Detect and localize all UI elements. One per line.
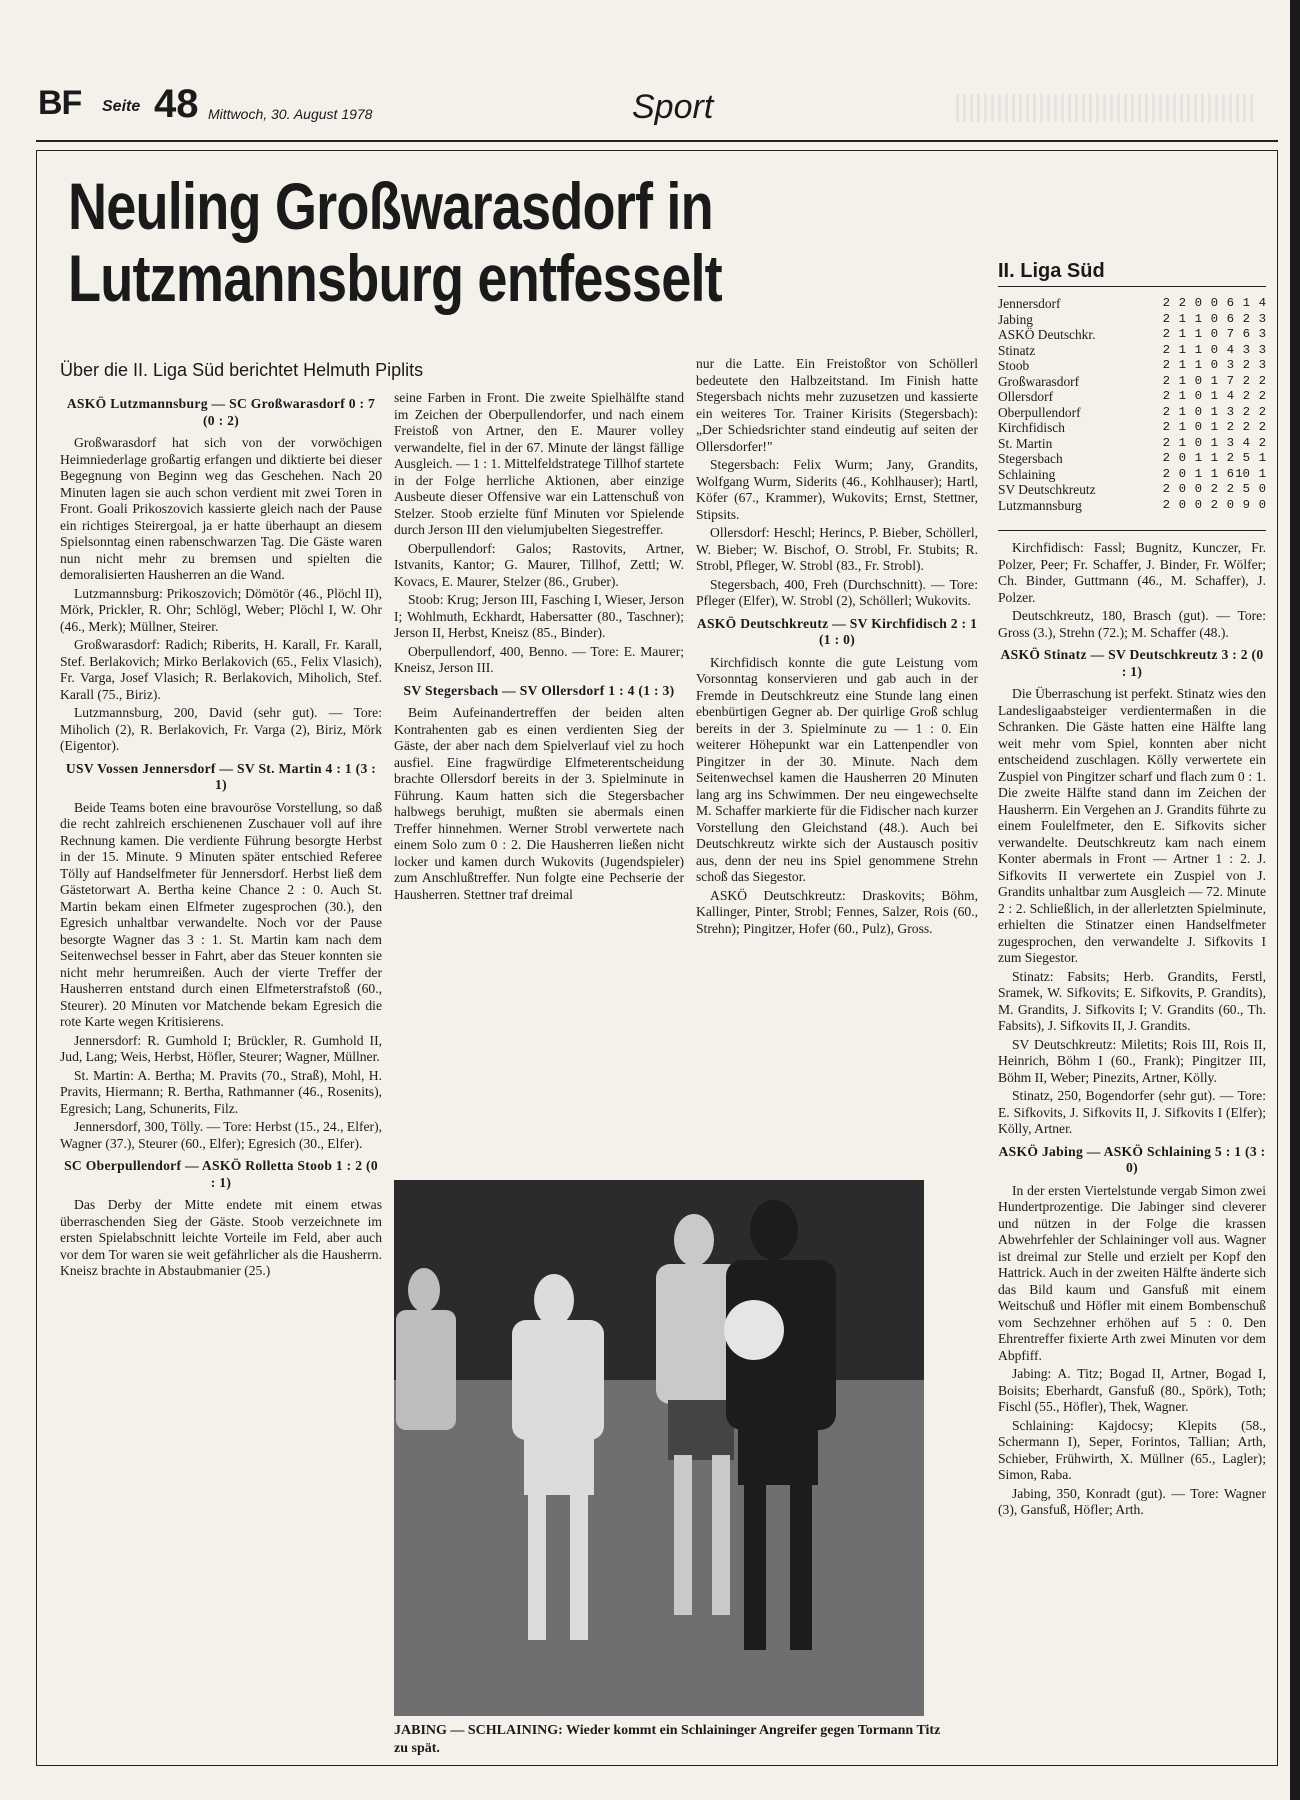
lineup: Stegersbach: Felix Wurm; Jany, Grandits, Wolfgang Wurm, Siderits (46., Kohlhauser); Hartl, Köfer (67., Krammer), Wukovits; Ernst, Stettner, Stipsits. xyxy=(696,457,978,522)
lineup: Oberpullendorf: Galos; Rastovits, Artner, Istvanits, Kantor; G. Maurer, Tillhof, Zettl; W. Kovacs, E. Maurer, Stelzer (86., Gruber). xyxy=(394,540,684,589)
stat-cell: 0 xyxy=(1210,327,1218,341)
column-1 xyxy=(60,390,382,1282)
stat-cell: 2 xyxy=(1162,466,1170,481)
stat-cell: 2 xyxy=(1226,451,1234,465)
stat-cell: 1 xyxy=(1178,342,1186,357)
stat-cell: 6 xyxy=(1226,311,1234,326)
stat-cell: 2 xyxy=(1178,296,1186,310)
masthead-rule xyxy=(36,140,1278,142)
table-title: II. Liga Süd xyxy=(998,260,1105,282)
match-heading: SV Stegersbach — SV Ollersdorf 1 : 4 (1 : 3) xyxy=(403,682,675,698)
lineup: Stinatz: Fabsits; Herb. Grandits, Ferstl, Sramek, W. Sifkovits; E. Sifkovits, P. Grandits), M. Grandits, J. Sifkovits I; V. Grandits (60., Th. Fabsits), J. Sifkovits II, J. Grandits. xyxy=(998,968,1266,1033)
match-facts: Jennersdorf, 300, Tölly. — Tore: Herbst (15., 24., Elfer), Wagner (37.), Steurer (60., Elfer); Egresich (30., Elfer). xyxy=(60,1119,382,1151)
stat-cell: 1 xyxy=(1178,373,1186,388)
stat-cell: 1 xyxy=(1210,466,1218,481)
column-3 xyxy=(696,356,978,939)
stat-cell: 1 xyxy=(1210,404,1218,419)
photo-illustration xyxy=(394,1180,924,1716)
lineup: SV Deutschkreutz: Miletits; Rois III, Rois II, Heinrich, Böhm I (60., Frank); Pingitzer III, Böhm II, Weber; Pinezits, Artner, Kölly. xyxy=(998,1036,1266,1085)
lineup: Jabing: A. Titz; Bogad II, Artner, Bogad I, Boisits; Eberhardt, Gansfuß (80., Spörk), Toth; Fischl (55., Höfler), Thek, Wagner. xyxy=(998,1366,1266,1414)
stat-cell: 3 xyxy=(1258,358,1266,372)
stat-cell: 2 xyxy=(1162,327,1170,341)
table-row xyxy=(998,312,1266,328)
stat-cell: 1 xyxy=(1178,420,1186,434)
stat-cell: 0 xyxy=(1194,497,1202,512)
stat-cell: 2 xyxy=(1162,311,1170,326)
paragraph: Kirchfidisch konnte die gute Leistung vom Vorsonntag konservieren und gab auch in der Fremde in Deutschkreutz eine Stunde lang einen ebenbürtigen Gegner ab. Der quirlige Groß schlug bereits in der 3. Spielminute zu — 1 : 0. Ein weiterer Höhepunkt war ein Lattenpendler von Pingitzer in der 30. Minute. Nach dem Seitenwechsel kamen die Hausherren 20 Minuten lang arg ins Schwimmen. Der neu eingewechselte M. Schaffer markierte für die Fidischer nach kurzer Vorstellung den Gleichstand (48.). Auch bei Deutschkreutz wirkte sich der Austausch positiv aus, denn der neu ins Spiel genommene Strehn schoß das Siegestor. xyxy=(696,654,978,884)
paragraph: Die Überraschung ist perfekt. Stinatz wies den Landesligaabsteiger verdientermaßen in die Schranken. Die Gäste hatten eine Hälfte lang weit mehr vom Spiel, konnten aber nicht entscheidend zuschlagen. Kölly verwertete ein Zuspiel von Pingitzer scharf und flach zum 0 : 1. Die zweite Hälfte stand dann im Zeichen der Hausherrn. Ein Vergehen an J. Grandits führte zu einem Foulelfmeter, den E. Sifkovits sicher verwandelte. Deutschkreutz kam nach einem Konter abermals in Front — Artner 1 : 2. J. Sifkovits II verwertete ein Zuspiel von J. Grandits unhaltbar zum Ausgleich — 72. Minute 2 : 2. Schließlich, in der allerletzten Spielminute, erhielten die Stinatzer einen Handselfmeter zugesprochen, den verwandelte J. Sifkovits I zum Siegestor. xyxy=(998,686,1266,965)
stat-cell: 1 xyxy=(1194,466,1202,481)
match-heading: ASKÖ Stinatz — SV Deutschkreutz 3 : 2 (0 : 1) xyxy=(1000,647,1264,679)
stat-cell: 1 xyxy=(1194,342,1202,357)
lineup: St. Martin: A. Bertha; M. Pravits (70., Straß), Mohl, H. Pravits, Hiermann; R. Bertha, Rathmanner (46., Rosenits), Egresich; Lang, Schunerits, Filz. xyxy=(60,1067,382,1116)
stat-cell: 2 xyxy=(1258,435,1266,450)
stat-cell: 0 xyxy=(1178,466,1186,481)
stat-cell: 1 xyxy=(1178,311,1186,326)
team-name: Schlaining xyxy=(998,466,1056,482)
masthead-logo: BF xyxy=(38,84,82,122)
table-row xyxy=(998,482,1266,498)
masthead-seite: Seite xyxy=(102,98,141,115)
stat-cell: 0 xyxy=(1178,482,1186,496)
stat-cell: 2 xyxy=(1242,373,1250,388)
stat-cell: 7 xyxy=(1226,327,1234,341)
stat-cell: 5 xyxy=(1242,451,1250,465)
lineup: Ollersdorf: Heschl; Herincs, P. Bieber, Schöllerl, W. Bieber; W. Bischof, O. Strobl, Fr. Stubits; R. Strobl, Pfleger, W. Strobl (83., Fr. Strobl). xyxy=(696,525,978,573)
stat-cell: 1 xyxy=(1194,327,1202,341)
stat-cell: 2 xyxy=(1162,296,1170,310)
match-facts: Stegersbach, 400, Freh (Durchschnitt). — Tore: Pfleger (Elfer), W. Strobl (2), Schöllerl; Wukovits. xyxy=(696,576,978,608)
team-name: Jabing xyxy=(998,311,1033,327)
stat-cell: 6 xyxy=(1226,296,1234,310)
stat-cell: 2 xyxy=(1162,404,1170,419)
stat-cell: 2 xyxy=(1210,482,1218,496)
stat-cell: 2 xyxy=(1258,373,1266,388)
lineup: Kirchfidisch: Fassl; Bugnitz, Kunczer, Fr. Polzer, Peer; Fr. Schaffer, J. Binder, Fr. Wölfer; Ch. Binder, Guttmann (46., M. Schaffer), J. Polzer. xyxy=(998,540,1266,605)
table-row xyxy=(998,296,1266,312)
match-facts: Oberpullendorf, 400, Benno. — Tore: E. Maurer; Kneisz, Jerson III. xyxy=(394,643,684,675)
stat-cell: 2 xyxy=(1242,404,1250,419)
stat-cell: 6 xyxy=(1242,327,1250,341)
paragraph: Beim Aufeinandertreffen der beiden alten Kontrahenten gab es einen verdienten Sieg der Gäste, der aber nach dem Spielverlauf viel zu hoch ausfiel. Eine fragwürdige Elfmeterentscheidung brachte Ollersdorf bereits in der 3. Spielminute in Führung. Kaum hatten sich die Stegersbacher halbwegs beruhigt, mußten sie abermals einen Treffer hinnehmen. Werner Strobl verwertete nach einem Solo zum 0 : 2. Die Hausherren ließen nicht locker und kamen durch Wukovits (Jugendspieler) zum Anschlußtreffer. Nun folgte eine Pechserie der Hausherren. Stettner traf dreimal xyxy=(394,705,684,902)
column-4 xyxy=(998,540,1266,1521)
stat-cell: 2 xyxy=(1162,482,1170,496)
stat-cell: 3 xyxy=(1258,311,1266,326)
team-name: Lutzmannsburg xyxy=(998,497,1082,513)
stat-cell: 2 xyxy=(1162,497,1170,512)
stat-cell: 1 xyxy=(1178,389,1186,403)
stat-cell: 2 xyxy=(1162,435,1170,450)
stat-cell: 2 xyxy=(1162,389,1170,403)
lineup: Großwarasdorf: Radich; Riberits, H. Karall, Fr. Karall, Stef. Berlakovich; Mirko Berlakovich (65., Felix Vlasich), Fr. Varga, Josef Vlasich; R. Berlakovich, Miholich, Stef. Karall (75., Biriz). xyxy=(60,637,382,702)
lineup: Stoob: Krug; Jerson III, Fasching I, Wieser, Jerson I; Wohlmuth, Eckhardt, Habersatter (80., Taschner); Jerson II, Herbst, Kneisz (85., Binder). xyxy=(394,592,684,640)
stat-cell: 2 xyxy=(1242,389,1250,403)
team-name: Ollersdorf xyxy=(998,389,1054,404)
stat-cell: 2 xyxy=(1162,358,1170,372)
stat-cell: 6 xyxy=(1226,466,1234,481)
stat-cell: 0 xyxy=(1226,497,1234,512)
stat-cell: 1 xyxy=(1258,466,1266,481)
lineup: Schlaining: Kajdocsy; Klepits (58., Schermann I), Seper, Forintos, Tallian; Arth, Schieber, Frühwirth, X. Müllner (65., Lagler); Simon, Raba. xyxy=(998,1417,1266,1482)
lineup: Lutzmannsburg: Prikoszovich; Dömötör (46., Plöchl II), Mörk, Prickler, R. Ohr; Schlögl, Weber; Plöchl I, W. Ohr (46., Merk); Müllner, Steirer. xyxy=(60,585,382,634)
table-row xyxy=(998,389,1266,405)
stat-cell: 1 xyxy=(1210,389,1218,403)
stat-cell: 2 xyxy=(1242,311,1250,326)
stat-cell: 1 xyxy=(1258,451,1266,465)
stat-cell: 7 xyxy=(1226,373,1234,388)
stat-cell: 0 xyxy=(1210,296,1218,310)
stat-cell: 0 xyxy=(1210,358,1218,372)
table-row xyxy=(998,498,1266,514)
stat-cell: 1 xyxy=(1242,296,1250,310)
match-heading: ASKÖ Deutschkreutz — SV Kirchfidisch 2 : 1 (1 : 0) xyxy=(696,615,978,647)
match-facts: Stinatz, 250, Bogendorfer (sehr gut). — Tore: E. Sifkovits, J. Sifkovits II, J. Sifkovits I (Elfer); Kölly, Artner. xyxy=(998,1088,1266,1136)
stat-cell: 1 xyxy=(1178,327,1186,341)
stat-cell: 3 xyxy=(1242,342,1250,357)
team-name: Stoob xyxy=(998,358,1030,373)
team-name: St. Martin xyxy=(998,435,1053,451)
stat-cell: 1 xyxy=(1178,435,1186,450)
league-table xyxy=(998,296,1266,513)
stat-cell: 2 xyxy=(1258,420,1266,434)
stat-cell: 3 xyxy=(1226,404,1234,419)
stat-cell: 0 xyxy=(1194,373,1202,388)
team-name: ASKÖ Deutschkr. xyxy=(998,327,1096,342)
stat-cell: 1 xyxy=(1178,404,1186,419)
stat-cell: 1 xyxy=(1194,358,1202,372)
paragraph: seine Farben in Front. Die zweite Spielhälfte stand im Zeichen der Oberpullendorfer, und nach einem Freistoß von Artner, den E. Maurer volley verwandelte, fiel in der 67. Minute der längst fällige Ausgleich. — 1 : 1. Mittelfeldstratege Tillhof startete in der Folge herrliche Aktionen, aber einzige Ausbeute dieser Offensive war ein Lattenschuß von Stelzer. Stoob erzielte fünf Minuten vor Spielende durch Jerson III den vielumjubelten Siegestreffer. xyxy=(394,390,684,537)
team-name: SV Deutschkreutz xyxy=(998,482,1096,497)
stat-cell: 2 xyxy=(1242,420,1250,434)
stat-cell: 2 xyxy=(1162,420,1170,434)
stat-cell: 1 xyxy=(1210,373,1218,388)
page-number: 48 xyxy=(154,82,199,126)
stat-cell: 0 xyxy=(1194,435,1202,450)
stat-cell: 0 xyxy=(1194,389,1202,403)
table-row xyxy=(998,374,1266,390)
stat-cell: 0 xyxy=(1194,420,1202,434)
stat-cell: 2 xyxy=(1242,358,1250,372)
team-name: Stinatz xyxy=(998,342,1036,358)
paragraph: Großwarasdorf hat sich von der vorwöchigen Heimniederlage großartig erfangen und diktierte bei dieser Begegnung von Beginn weg das Geschehen. Nach 20 Minuten lagen sie auch schon verdient mit zwei Toren in Front. Goali Prikoszovich kassierte gleich nach der Pause ein richtiges Steirergoal, ja er hatte überhaupt an diesem Spielsonntag einen rabenschwarzen Tag. Die Gäste waren nun nicht mehr zu bremsen und spielten die demoralisierten Hausherren an die Wand. xyxy=(60,435,382,582)
page-binding-edge xyxy=(1290,0,1300,1800)
paragraph: Beide Teams boten eine bravouröse Vorstellung, so daß die recht zahlreich erschienenen Zuschauer voll auf ihre Rechnung kamen. Die verdiente Führung besorgte Herbst in der 15. Minute. 9 Minuten später entschied Referee Tölly auf Handselfmeter für Jennersdorf. Herbst ließ dem Gästetorwart A. Bertha keine Chance 2 : 0. Auch St. Martin bekam einen Elfmeter zugesprochen (30.), den Egresich unhaltbar verwandelte. Noch vor der Pause besorgte Wagner das 3 : 1. St. Martin kam nach dem Seitenwechsel besser in Fahrt, aber das Steuer konnten sie nicht mehr herumreißen. Auch der vierte Treffer der Hausherren entstand durch einen Elfmeterstrafstoß (60., Steurer). 20 Minuten vor Matchende bekam Egresich die rote Karte wegen Kritisierens. xyxy=(60,799,382,1029)
stat-cell: 1 xyxy=(1210,435,1218,450)
stat-cell: 1 xyxy=(1210,451,1218,465)
table-row xyxy=(998,405,1266,421)
issue-date: Mittwoch, 30. August 1978 xyxy=(208,106,373,122)
stat-cell: 0 xyxy=(1194,404,1202,419)
stat-cell: 2 xyxy=(1210,497,1218,512)
stat-cell: 5 xyxy=(1242,482,1250,496)
stat-cell: 10 xyxy=(1235,466,1250,481)
stat-cell: 0 xyxy=(1258,497,1266,512)
stat-cell: 3 xyxy=(1226,358,1234,372)
stat-cell: 4 xyxy=(1226,342,1234,357)
stat-cell: 0 xyxy=(1210,311,1218,326)
match-facts: Deutschkreutz, 180, Brasch (gut). — Tore: Gross (3.), Strehn (72.); M. Schaffer (48.). xyxy=(998,608,1266,640)
stat-cell: 1 xyxy=(1194,451,1202,465)
stat-cell: 4 xyxy=(1242,435,1250,450)
stat-cell: 2 xyxy=(1162,373,1170,388)
match-photo xyxy=(394,1180,924,1716)
match-facts: Lutzmannsburg, 200, David (sehr gut). — Tore: Miholich (2), R. Berlakovich, Fr. Varga (2), Biriz, Mörk (Eigentor). xyxy=(60,705,382,753)
match-facts: Jabing, 350, Konradt (gut). — Tore: Wagner (3), Gansfuß, Höfler; Arth. xyxy=(998,1485,1266,1517)
newspaper-page xyxy=(36,80,1278,1770)
lineup: ASKÖ Deutschkreutz: Draskovits; Böhm, Kallinger, Pinter, Strobl; Fennes, Salzer, Rois (60., Strehn); Pingitzer, Hofer (60., Pulz), Gross. xyxy=(696,887,978,936)
team-name: Kirchfidisch xyxy=(998,420,1065,435)
stat-cell: 1 xyxy=(1178,358,1186,372)
stat-cell: 2 xyxy=(1226,482,1234,496)
byline: Über die II. Liga Süd berichtet Helmuth Piplits xyxy=(60,360,424,380)
stat-cell: 1 xyxy=(1194,311,1202,326)
lineup: Jennersdorf: R. Gumhold I; Brückler, R. Gumhold II, Jud, Lang; Weis, Herbst, Höfler, Steurer; Wagner, Müllner. xyxy=(60,1032,382,1064)
match-heading: SC Oberpullendorf — ASKÖ Rolletta Stoob 1 : 2 (0 : 1) xyxy=(64,1158,378,1190)
stat-cell: 2 xyxy=(1258,404,1266,419)
masthead xyxy=(36,80,1278,140)
stat-cell: 2 xyxy=(1162,342,1170,357)
stat-cell: 0 xyxy=(1258,482,1266,496)
column-2 xyxy=(394,390,684,905)
table-row xyxy=(998,420,1266,436)
match-heading: USV Vossen Jennersdorf — SV St. Martin 4 : 1 (3 : 1) xyxy=(65,760,377,792)
match-heading: ASKÖ Jabing — ASKÖ Schlaining 5 : 1 (3 : 0) xyxy=(998,1143,1266,1175)
paragraph: nur die Latte. Ein Freistoßtor von Schöllerl bedeutete den Halbzeitstand. Im Finish hatte Stegersbach nichts mehr zuzusetzen und kassierte ein weiteres Tor. Trainer Kirisits (Stegersbach): „Der Schiedsrichter stand eindeutig auf seiten der Ollersdorfer!" xyxy=(696,356,978,454)
table-row xyxy=(998,343,1266,359)
team-name: Jennersdorf xyxy=(998,296,1061,311)
table-rule-bottom xyxy=(998,530,1266,531)
section-title: Sport xyxy=(632,88,714,126)
table-row xyxy=(998,467,1266,483)
stat-cell: 0 xyxy=(1194,296,1202,310)
stat-cell: 1 xyxy=(1210,420,1218,434)
team-name: Großwarasdorf xyxy=(998,373,1080,389)
headline xyxy=(68,170,806,314)
stat-cell: 0 xyxy=(1178,497,1186,512)
headline-line-2: Lutzmannsburg entfesselt xyxy=(68,241,722,315)
table-row xyxy=(998,358,1266,374)
table-row xyxy=(998,451,1266,467)
stat-cell: 2 xyxy=(1258,389,1266,403)
stat-cell: 4 xyxy=(1226,389,1234,403)
paragraph: Das Derby der Mitte endete mit einem etwas überraschenden Sieg der Gäste. Stoob verzeichnete im ersten Spielabschnitt leichte Vorteile im Feld, aber auch vor dem Tor waren sie weit gefährlicher als die Hausherrn. Kneisz brachte in Abstaubmanier (25.) xyxy=(60,1197,382,1278)
paragraph: In der ersten Viertelstunde vergab Simon zwei Hundertprozentige. Die Jabinger sind cleverer und nützen in der Folge die krassen Abwehrfehler der Schlaininger voll aus. Wagner ist dreimal zur Stelle und erzielt per Kopf den Hattrick. Auch in der zweiten Hälfte änderte sich das Bild kaum und Gansfuß mit einem Weitschuß und Höfler mit einem Bombenschuß vom Sechzehner erhöhen auf 5 : 0. Den Ehrentreffer fixierte Arth zwei Minuten vor dem Abpfiff. xyxy=(998,1182,1266,1363)
table-row xyxy=(998,327,1266,343)
stat-cell: 2 xyxy=(1162,451,1170,465)
masthead-smudge xyxy=(956,94,1256,122)
team-name: Oberpullendorf xyxy=(998,404,1081,420)
stat-cell: 0 xyxy=(1194,482,1202,496)
stat-cell: 0 xyxy=(1210,342,1218,357)
photo-caption: JABING — SCHLAINING: Wieder kommt ein Schlaininger Angreifer gegen Tormann Titz zu spät. xyxy=(394,1723,941,1756)
stat-cell: 3 xyxy=(1226,435,1234,450)
table-rule xyxy=(998,286,1266,287)
stat-cell: 4 xyxy=(1258,296,1266,310)
stat-cell: 2 xyxy=(1226,420,1234,434)
stat-cell: 3 xyxy=(1258,327,1266,341)
stat-cell: 0 xyxy=(1178,451,1186,465)
headline-line-1: Neuling Großwarasdorf in xyxy=(68,169,713,243)
team-name: Stegersbach xyxy=(998,451,1063,466)
table-row xyxy=(998,436,1266,452)
match-heading: ASKÖ Lutzmannsburg — SC Großwarasdorf 0 : 7 (0 : 2) xyxy=(66,396,376,428)
stat-cell: 9 xyxy=(1242,497,1250,512)
stat-cell: 3 xyxy=(1258,342,1266,357)
